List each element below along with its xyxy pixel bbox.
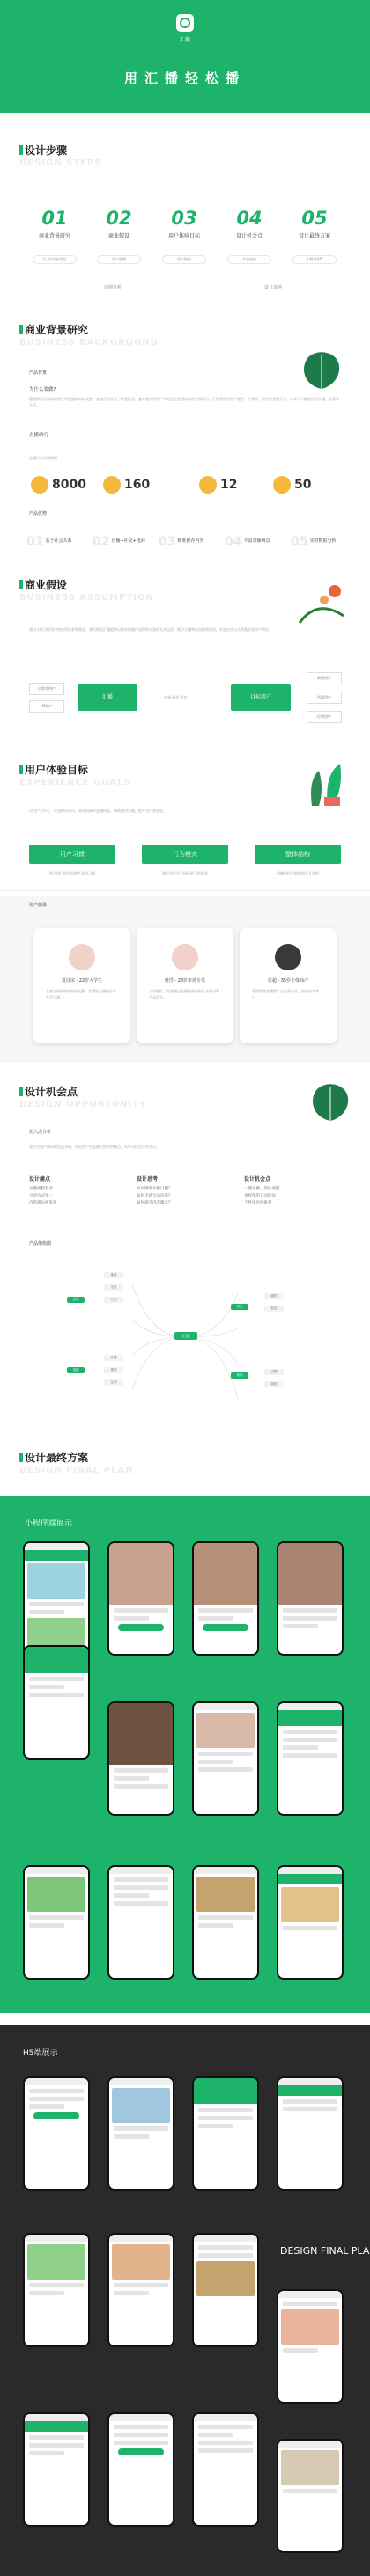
arch-leaf: 开播 — [104, 1355, 123, 1361]
sub-product-bg: 产品背景 — [29, 370, 48, 376]
phone-screen — [107, 2233, 174, 2347]
node-active-user: 活跃用户 — [307, 692, 342, 704]
phone-screen — [23, 1865, 90, 1980]
step-1: 01 商业背景研究 — [38, 208, 70, 239]
arch-leaf: 私信 — [264, 1306, 284, 1312]
h5-showcase — [0, 2025, 370, 2576]
arch-leaf: 互动 — [104, 1379, 123, 1386]
phone-screen — [277, 2289, 344, 2404]
feature-3: 03 精准推荐内容 — [159, 535, 204, 549]
arch-leaf: 推荐 — [104, 1272, 123, 1278]
node-h5-user: H5用户 — [29, 700, 64, 713]
node-paid-user: 付费用户 — [307, 711, 342, 723]
arch-node-msg: 消息 — [231, 1304, 248, 1310]
phone-screen — [107, 2076, 174, 2191]
node-miniapp-user: 小程序用户 — [29, 683, 64, 695]
divider — [0, 890, 370, 891]
hypothesis-paragraph: 通过分析目标用户的使用场景和需求，我们假设汇播能够以简单的操作流程和丰富的互动玩法，吸引主播和观众持续使用，并通过社交关系链实现用户增长。 — [29, 627, 272, 632]
section-opportunity: 设计机会点 DESIGN OPPORTUNITY — [19, 1086, 147, 1109]
phone-screen — [277, 2439, 344, 2553]
opp-col-think: 设计思考 如何降低开播门槛？ 如何丰富互动玩法？ 如何提升内容曝光？ — [137, 1176, 173, 1205]
stat-1: 8000 — [31, 475, 86, 494]
arch-leaf: 设置 — [264, 1369, 284, 1375]
phone-screen — [192, 2412, 259, 2527]
question-why: 为什么要做? — [29, 387, 56, 392]
bg-paragraph: 随着移动互联网的普及和直播技术的成熟，直播行业迎来了快速发展，越来越多的用户开始通过直播获取信息和娱乐。汇播希望为用户提供一个简单、轻松的直播平台，让每个人都能轻松开播、观看和互动。 — [29, 397, 339, 407]
miniapp-showcase — [0, 1496, 370, 2013]
phone-screen — [192, 2233, 259, 2347]
step-5: 05 设计最终方案 — [298, 208, 330, 239]
phone-screen — [192, 1865, 259, 1980]
arch-leaf: 观看 — [104, 1367, 123, 1373]
persona-label: 用户画像 — [29, 903, 48, 908]
arch-leaf: 通知 — [264, 1293, 284, 1299]
goal-behavior-button: 行为模式 — [142, 845, 228, 864]
brand-name: 汇播 — [179, 37, 190, 43]
feature-4: 04 丰富直播场景 — [225, 535, 270, 549]
stat-4: 50 — [273, 475, 311, 494]
stat-2: 160 — [103, 475, 150, 494]
persona-card-3: 张超 · 35岁个体商户 希望借助直播推广自己的产品，拓展更多客户。 — [240, 928, 337, 1043]
step-sub-1: 行业/市场/竞品 — [33, 255, 77, 264]
phone-screen — [23, 1645, 90, 1760]
phone-screen — [23, 2076, 90, 2191]
ux-paragraph: 以用户为中心，打造简洁易用、高效流畅的直播体验，降低使用门槛，提升用户满意度。 — [29, 809, 166, 813]
arch-node-home: 首页 — [67, 1297, 85, 1303]
feature-2: 02 直播+社交+电商 — [92, 535, 145, 549]
phone-screen — [107, 1865, 174, 1980]
phase-delivery: 设计落地 — [264, 285, 283, 290]
phone-screen — [277, 1865, 344, 1980]
stat-3: 12 — [199, 475, 237, 494]
opp-paragraph: 通过对用户调研和竞品分析，找出用户在直播过程中的痛点，从中寻找设计机会点。 — [29, 1145, 159, 1149]
phone-screen — [277, 2076, 344, 2191]
flower-plant-icon — [291, 581, 352, 625]
arch-node-me: 我的 — [231, 1372, 248, 1379]
opp-col-pain: 设计痛点 开播流程复杂 互动方式单一 内容难以被发现 — [29, 1176, 57, 1205]
goal-habit-button: 用户习惯 — [29, 845, 115, 864]
section-ux-goals: 用户体验目标 EXPERIENCE GOALS — [19, 764, 131, 787]
section-design-steps: 设计步骤 DESIGN STEPS — [19, 144, 102, 168]
feature-5: 05 实时数据分析 — [291, 535, 337, 549]
phone-screen — [107, 1701, 174, 1816]
goal-desc-3: 清晰的信息架构和交互流程 — [277, 871, 319, 875]
feature-1: 01 基于社会关系 — [26, 535, 72, 549]
persona-card-1: 夏以沫 · 22岁大学生 喜欢在课余时间观看直播，希望能方便地分享生活点滴。 — [33, 928, 130, 1043]
node-new-user: 新增用户 — [307, 672, 342, 684]
step-3: 03 用户体验目标 — [167, 208, 200, 239]
sub-entry-analysis: 切入点分析 — [29, 1130, 52, 1135]
section-bg-research: 商业背景研究 BUSINESS BACKGROUND — [19, 324, 159, 348]
opp-col-chance: 设计机会点 一键开播，简化流程 多样化的互动玩法 个性化内容推荐 — [244, 1176, 280, 1205]
step-sub-4: 产品结构 — [227, 255, 271, 264]
sub-advantages: 产品优势 — [29, 511, 48, 516]
section-final: 设计最终方案 DESIGN FINAL PLAN — [19, 1452, 134, 1475]
plants-icon — [305, 762, 354, 806]
phone-screen — [107, 1541, 174, 1656]
phone-screen — [107, 2412, 174, 2527]
phone-screen — [277, 1541, 344, 1656]
node-target-user: 目标用户 — [231, 684, 291, 711]
persona-card-2: 唐洋 · 28岁市场专员 工作繁忙，需要通过直播快速获取行业资讯和产品信息。 — [137, 928, 233, 1043]
hero-banner — [0, 0, 370, 113]
arch-leaf: 关注 — [104, 1284, 123, 1291]
h5-big-title: DESIGN FINAL PLA — [280, 2245, 370, 2257]
goal-desc-1: 符合用户使用直播产品的习惯 — [49, 871, 95, 875]
miniapp-label: 小程序端展示 — [25, 1519, 73, 1528]
arch-leaf: 钱包 — [264, 1381, 284, 1387]
avatar — [275, 944, 301, 970]
goal-structure-button: 整体结构 — [255, 845, 341, 864]
arch-node-live: 直播 — [67, 1367, 85, 1373]
phase-analysis: 前期分析 — [104, 285, 122, 290]
section-hypothesis: 商业假设 BUSINESS ASSUMPTION — [19, 579, 154, 603]
step-2: 02 商业假设 — [106, 208, 132, 239]
step-4: 04 设计机会点 — [235, 208, 263, 239]
phone-screen — [23, 1541, 90, 1656]
phone-screen — [277, 1701, 344, 1816]
h5-label: H5端展示 — [23, 2049, 58, 2058]
arch-root: 汇播 — [174, 1332, 197, 1340]
avatar — [69, 944, 95, 970]
step-sub-5: 小程序/H5 — [292, 255, 337, 264]
hero-title: 用汇播轻松播 — [123, 70, 246, 86]
monstera-leaf-icon — [308, 1082, 352, 1123]
phone-screen — [192, 1541, 259, 1656]
sub-live-research: 直播研究 — [29, 433, 49, 438]
step-sub-2: 用户画像 — [97, 255, 141, 264]
flow-label: 流量·转化·留存 — [164, 695, 188, 699]
node-huibo: 汇播 — [78, 684, 137, 711]
phone-screen — [192, 1701, 259, 1816]
avatar — [172, 944, 198, 970]
sub-architecture: 产品架构图 — [29, 1241, 52, 1247]
phone-screen — [192, 2076, 259, 2191]
sub-market-size: 直播行业市场规模 — [29, 456, 57, 460]
step-sub-3: 用户路径 — [162, 255, 206, 264]
phone-screen — [23, 2412, 90, 2527]
monstera-leaf-icon — [300, 350, 344, 391]
goal-desc-2: 满足用户在不同场景下的需求 — [162, 871, 208, 875]
app-logo-icon — [176, 14, 194, 32]
phone-screen — [23, 2233, 90, 2347]
arch-leaf: 分类 — [104, 1297, 123, 1303]
